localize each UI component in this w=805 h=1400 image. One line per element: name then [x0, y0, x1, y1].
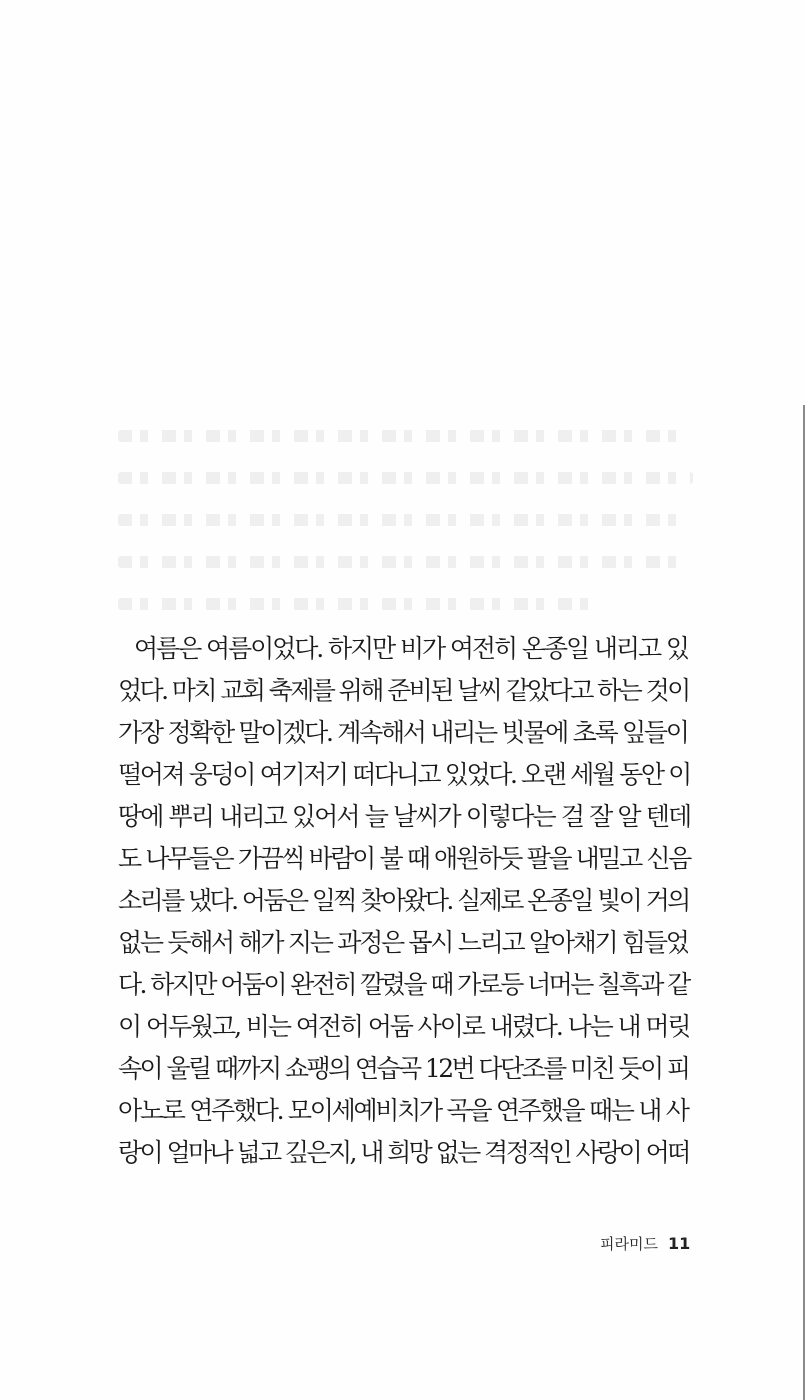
body-paragraph [118, 628, 690, 1174]
text-line: 도 나무들은 가끔씩 바람이 불 때 애원하듯 팔을 내밀고 신음 [118, 844, 690, 873]
page-footer [600, 1233, 690, 1254]
text-line: 떨어져 웅덩이 여기저기 떠다니고 있었다. 오랜 세월 동안 이 [118, 760, 690, 789]
page-number: 11 [667, 1234, 691, 1253]
text-line: 없는 듯해서 해가 지는 과정은 몹시 느리고 알아채기 힘들었 [118, 928, 688, 957]
text-line: 었다. 마치 교회 축제를 위해 준비된 날씨 같았다고 하는 것이 [118, 676, 689, 705]
text-line: 속이 울릴 때까지 쇼팽의 연습곡 12번 다단조를 미친 듯이 피 [118, 1054, 689, 1083]
text-line: 소리를 냈다. 어둠은 일찍 찾아왔다. 실제로 온종일 빛이 거의 [118, 886, 689, 915]
text-line: 이 어두웠고, 비는 여전히 어둠 사이로 내렸다. 나는 내 머릿 [118, 1012, 690, 1041]
text-line: 가장 정확한 말이겠다. 계속해서 내리는 빗물에 초록 잎들이 [118, 718, 688, 747]
text-line: 땅에 뿌리 내리고 있어서 늘 날씨가 이렇다는 걸 잘 알 텐데 [118, 802, 691, 831]
text-line: 여름은 여름이었다. 하지만 비가 여전히 온종일 내리고 있 [134, 634, 688, 663]
text-line: 다. 하지만 어둠이 완전히 깔렸을 때 가로등 너머는 칠흑과 같 [118, 970, 689, 999]
show-through-text [118, 420, 698, 620]
running-title: 피라미드 [600, 1235, 658, 1253]
text-line: 아노로 연주했다. 모이세예비치가 곡을 연주했을 때는 내 사 [118, 1096, 688, 1125]
text-line: 랑이 얼마나 넓고 깊은지, 내 희망 없는 격정적인 사랑이 어떠 [118, 1138, 689, 1167]
